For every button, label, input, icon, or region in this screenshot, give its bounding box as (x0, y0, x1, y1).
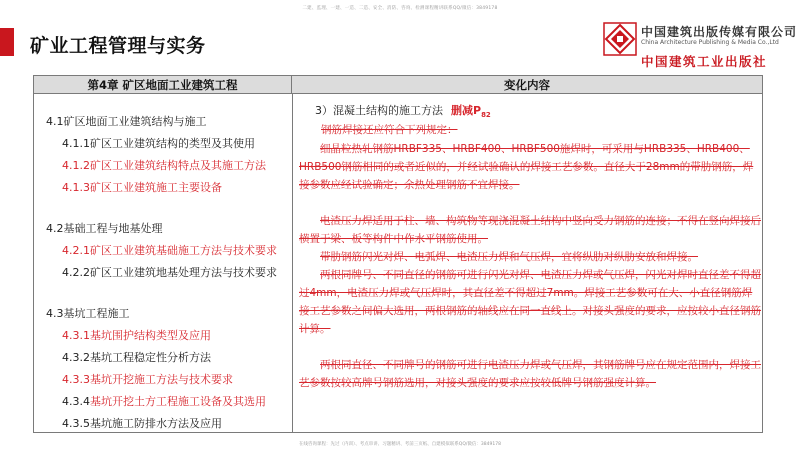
outline-item-4-3-3: 4.3.3基坑开挖施工方法与技术要求 (62, 373, 233, 386)
change-content (293, 94, 763, 432)
outline-item-4-2-1: 4.2.1矿区工业建筑基础施工方法与技术要求 (62, 244, 277, 257)
change-heading-text: 3）混凝土结构的施工方法 (315, 104, 443, 117)
outline-item-4-3-4 (62, 393, 266, 409)
page-title: 矿业工程管理与实务 (30, 35, 206, 57)
bottom-watermark-note: 在线咨询课程：先过（内训）、考点串讲、习题精讲、考前三页纸、自建模拟联系QQ/微信：3849178 (299, 442, 501, 447)
publisher-logo-icon (603, 22, 637, 56)
deleted-paragraph-1: 细晶粒热轧钢筋HRBF335、HRBF400、HRBF500施焊时，可采用与HRB335、HRB400、HRB500钢筋相同的或者近似的，并经试验确认的焊接工艺参数。直径大于28mm的带肋钢筋，焊接参数应经试验确定；余热处理钢筋不宜焊接。 (299, 143, 754, 191)
outline-item-4-3-4-title: 基坑开挖土方工程施工设备及其选用 (90, 395, 266, 408)
outline-item-4-3-5: 4.3.5基坑施工防排水方法及应用 (62, 417, 222, 430)
deleted-paragraph-3: 带肋钢筋闪光对焊、电弧焊、电渣压力焊和气压焊，宜将纵肋对纵肋安放和焊接。 (320, 251, 698, 263)
outline-item-4-1-3: 4.1.3矿区工业建筑施工主要设备 (62, 181, 222, 194)
publisher-calligraphy-name: 中国建筑工业出版社 (641, 54, 768, 69)
chapter-outline (34, 94, 292, 432)
outline-section-4-3: 4.3基坑工程施工 (46, 307, 130, 320)
outline-item-4-2-2: 4.2.2矿区工业建筑地基处理方法与技术要求 (62, 266, 277, 279)
outline-item-4-1-1: 4.1.1矿区工业建筑结构的类型及其使用 (62, 137, 255, 150)
deleted-paragraph-5: 两根同直径、不同牌号的钢筋可进行电渣压力焊或气压焊，其钢筋牌号应在规定范围内，焊接工艺参数按较高牌号钢筋选用，对接头强度的要求应按较低牌号钢筋强度计算。 (299, 359, 761, 389)
outline-section-4-1: 4.1矿区地面工业建筑结构与施工 (46, 115, 207, 128)
change-heading (315, 102, 491, 119)
title-accent-bar (0, 28, 14, 56)
publisher-name-en: China Architecture Publishing & Media Co.,Ltd (641, 39, 779, 46)
outline-item-4-3-1: 4.3.1基坑围护结构类型及应用 (62, 329, 211, 342)
column-header-chapter: 第4章 矿区地面工业建筑工程 (34, 76, 292, 94)
column-header-changes: 变化内容 (292, 76, 762, 94)
deletion-tag: 删减 (451, 104, 473, 117)
outline-item-4-3-2: 4.3.2基坑工程稳定性分析方法 (62, 351, 211, 364)
top-watermark-note: 二建、监理、一建、一造、二造、安全、消防、咨询、检测课程精讲联系QQ/微信：3849178 (302, 6, 498, 11)
deleted-paragraph-2: 电渣压力焊适用于柱、墙、构筑物等现浇混凝土结构中竖向受力钢筋的连接；不得在竖向焊接后横置于梁、板等构件中作水平钢筋使用。 (299, 215, 761, 245)
deleted-paragraph-4: 两根同牌号、不同直径的钢筋可进行闪光对焊、电渣压力焊或气压焊，闪光对焊时直径差不得超过4mm，电渣压力焊或气压焊时，其直径差不得超过7mm。焊接工艺参数可在大、小直径钢筋焊接工艺参数之间偏大选用，两根钢筋的轴线应在同一直线上。对接头强度的要求，应按较小直径钢筋计算。 (299, 269, 761, 335)
comparison-table (33, 75, 763, 433)
outline-item-4-3-4-number: 4.3.4 (62, 395, 90, 408)
outline-section-4-2: 4.2基础工程与地基处理 (46, 222, 163, 235)
outline-item-4-1-2: 4.1.2矿区工业建筑结构特点及其施工方法 (62, 159, 266, 172)
publisher-name-cn: 中国建筑出版传媒有限公司 (641, 25, 798, 39)
page-reference: $P_{82}$ (473, 104, 491, 120)
deleted-paragraph-intro: 钢筋焊接还应符合下列规定： (321, 124, 458, 136)
